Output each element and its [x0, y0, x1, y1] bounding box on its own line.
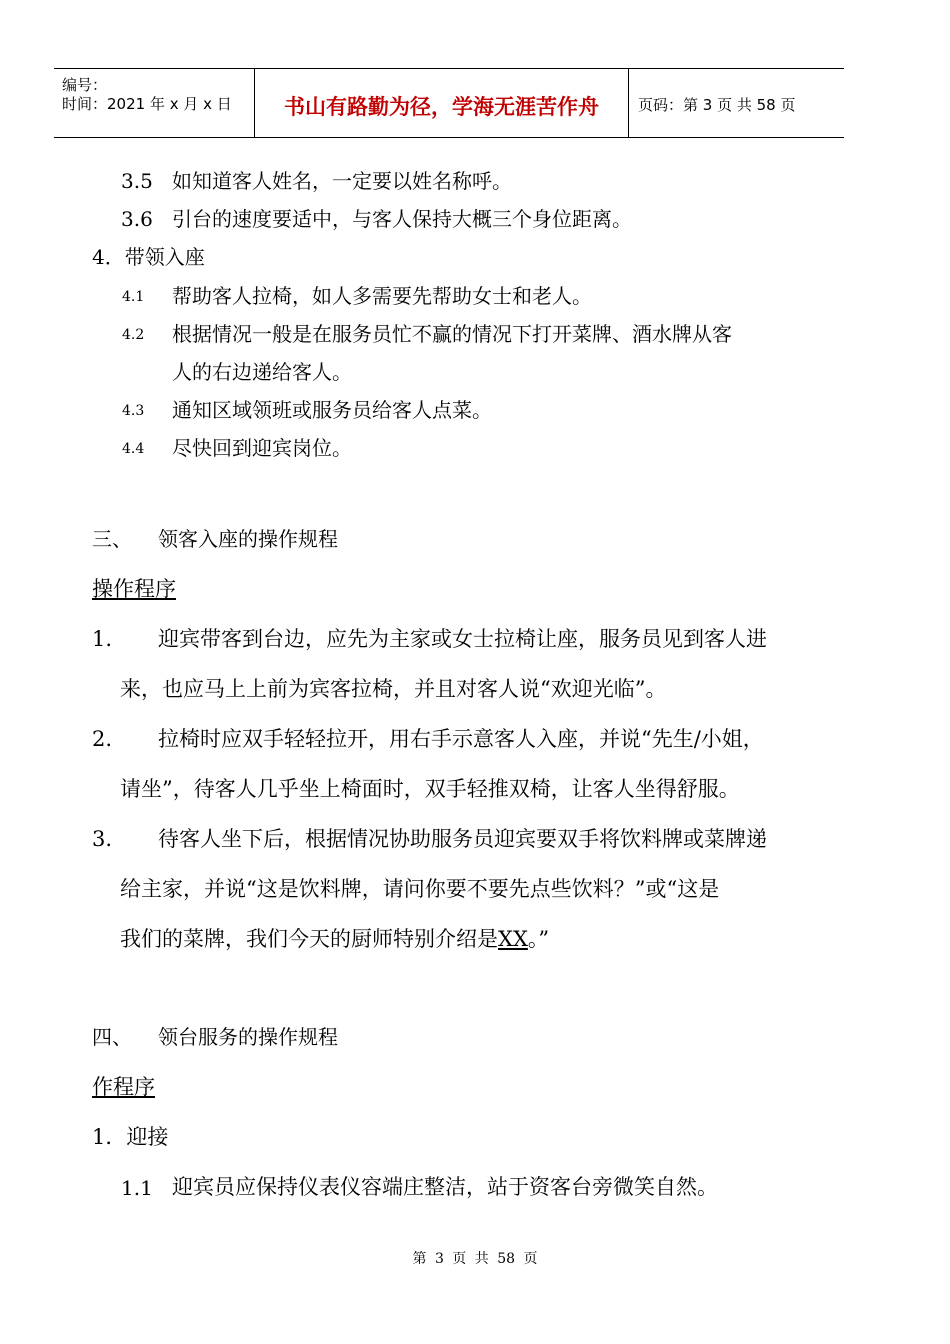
chapter-number: 四、 — [92, 1025, 132, 1049]
section-heading: 4．带领入座 — [92, 245, 205, 269]
para-text-continued: 来，也应马上上前为宾客拉椅，并且对客人说“欢迎光临”。 — [120, 677, 667, 701]
para-number: 3. — [92, 827, 113, 851]
item-number: 4.3 — [122, 403, 145, 419]
header-meta-cell — [54, 69, 254, 137]
page-code: 页码：第 3 页 共 58 页 — [638, 96, 796, 114]
page-footer: 第 3 页 共 58 页 — [412, 1251, 538, 1267]
subheading: 作程序 — [92, 1075, 155, 1099]
item-number: 4.2 — [122, 327, 145, 343]
header-motto-cell — [254, 69, 629, 137]
subheading: 操作程序 — [92, 577, 176, 601]
item-number: 4.4 — [122, 441, 145, 457]
item-number: 3.5 — [121, 169, 153, 193]
motto: 书山有路勤为径，学海无涯苦作舟 — [284, 95, 599, 119]
para-number: 2. — [92, 727, 113, 751]
chapter-title: 领台服务的操作规程 — [158, 1025, 338, 1049]
header-table — [54, 68, 844, 138]
chapter-title: 领客入座的操作规程 — [158, 527, 338, 551]
para-text-continued: 请坐”，待客人几乎坐上椅面时，双手轻推双椅，让客人坐得舒服。 — [120, 777, 740, 801]
item-number: 1.1 — [121, 1176, 153, 1200]
item-text: 如知道客人姓名，一定要以姓名称呼。 — [172, 169, 512, 193]
chapter-number: 三、 — [92, 527, 132, 551]
item-text-continued: 人的右边递给客人。 — [172, 360, 352, 384]
item-text: 通知区域领班或服务员给客人点菜。 — [172, 398, 492, 422]
para-text-part: 我们的菜牌，我们今天的厨师特别介绍是 — [120, 927, 498, 951]
para-text: 待客人坐下后，根据情况协助服务员迎宾要双手将饮料牌或菜牌递 — [158, 827, 767, 851]
item-text: 引台的速度要适中，与客人保持大概三个身位距离。 — [172, 207, 632, 231]
para-text: 拉椅时应双手轻轻拉开，用右手示意客人入座，并说“先生/小姐， — [158, 727, 764, 751]
item-number: 4.1 — [122, 289, 145, 305]
item-text: 帮助客人拉椅，如人多需要先帮助女士和老人。 — [172, 284, 592, 308]
item-text: 迎宾员应保持仪表仪容端庄整洁，站于资客台旁微笑自然。 — [172, 1175, 718, 1199]
header-page-cell — [628, 69, 844, 137]
para-text-part: 。” — [527, 927, 550, 951]
para-text-continued: 给主家，并说“这是饮料牌，请问你要不要先点些饮料？”或“这是 — [120, 877, 720, 901]
item-text: 尽快回到迎宾岗位。 — [172, 436, 352, 460]
para-text-continued — [120, 929, 549, 950]
placeholder-xx: XX — [498, 927, 528, 951]
para-text: 迎宾带客到台边，应先为主家或女士拉椅让座，服务员见到客人进 — [158, 627, 767, 651]
number-label: 编号： — [62, 76, 108, 94]
item-number: 3.6 — [121, 207, 153, 231]
para-number: 1. — [92, 627, 113, 651]
item-text: 根据情况一般是在服务员忙不赢的情况下打开菜牌、酒水牌从客 — [172, 322, 732, 346]
section-heading: 1．迎接 — [92, 1125, 169, 1149]
time-label: 时间：2021 年 x 月 x 日 — [62, 95, 232, 113]
